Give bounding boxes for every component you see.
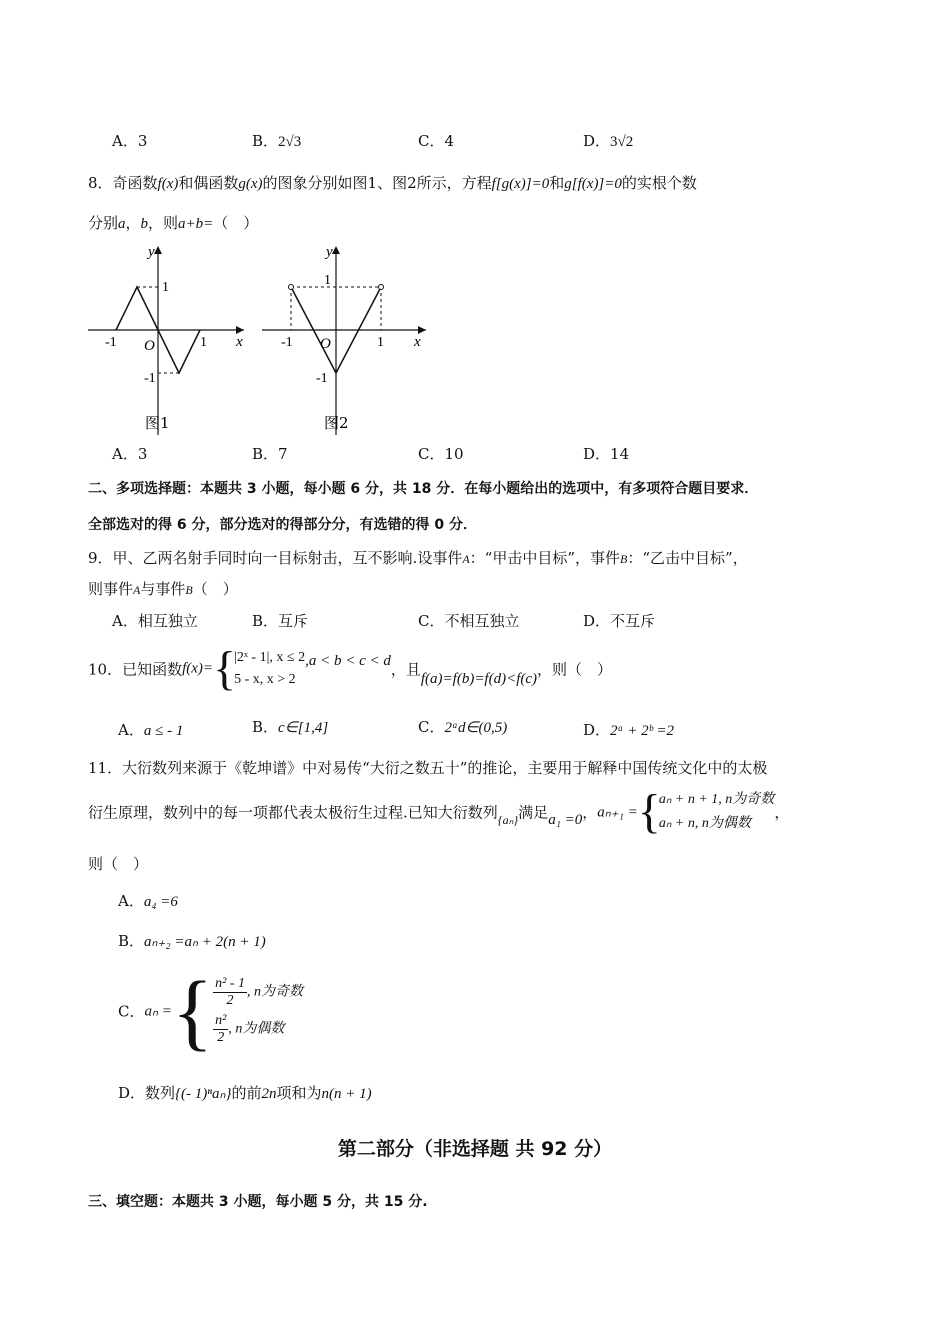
q7-option-a: A．3 — [112, 132, 148, 150]
q9-option-d: D．不互斥 — [583, 612, 656, 630]
q8-stem-line2: 分别a，b，则a+b=（ ） — [88, 214, 259, 232]
q11-stem-line3: 则（ ） — [88, 855, 149, 873]
q9-option-b: B．互斥 — [252, 612, 309, 630]
fig1-tick-neg1-x: -1 — [105, 335, 117, 350]
section3-instructions: 三、填空题：本题共 3 小题，每小题 5 分，共 15 分. — [88, 1194, 428, 1210]
fig2-tick-1-y: 1 — [324, 273, 331, 288]
fig1-x-label: x — [236, 334, 243, 350]
q11-stem-line2: 衍生原理，数列中的每一项都代表太极衍生过程.已知大衍数列$_{\{a_n\}}$满足a₁ =0，aₙ₊₁ ={ aₙ + n + 1, n为奇数 aₙ + n, n为偶数 ， — [88, 785, 790, 838]
q9-stem-line2: 则事件A与事件B（ ） — [88, 580, 238, 598]
figure-2-even-function-graph — [258, 240, 428, 440]
fig2-tick-neg1-x: -1 — [281, 335, 293, 350]
fig1-caption: 图1 — [145, 414, 170, 432]
q10-stem: 10．已知函数f(x)={ |2ˣ - 1|, x ≤ 2 5 - x, x > 2 ,a < b < c < d，且f(a)=f(b)=f(d)<f(c)，则（ ） — [88, 642, 613, 695]
fig1-tick-neg1-y: -1 — [144, 371, 156, 386]
q11-stem-line1: 11．大衍数列来源于《乾坤谱》中对易传“大衍之数五十”的推论，主要用于解释中国传统文化中的太极 — [88, 759, 768, 777]
q11-option-b: B．aₙ₊₂ =aₙ + 2(n + 1) — [118, 932, 266, 950]
figure-1-odd-function-graph — [86, 240, 246, 440]
q9-option-a: A．相互独立 — [112, 612, 198, 630]
fig2-tick-neg1-y: -1 — [316, 371, 328, 386]
fig2-caption: 图2 — [324, 414, 349, 432]
q8-option-c: C．10 — [418, 445, 464, 463]
fig1-tick-1: 1 — [162, 280, 169, 295]
q8-option-b: B．7 — [252, 445, 288, 463]
fig2-x-label: x — [414, 334, 421, 350]
q9-option-c: C．不相互独立 — [418, 612, 520, 630]
q9-stem-line1: 9．甲、乙两名射手同时向一目标射击，互不影响.设事件A：“甲击中目标”，事件B：“乙击中目标”， — [88, 549, 748, 567]
q11-option-c: C．aₙ ={ $\frac{\text{n² - 1}}{2}$ , n为奇数 $\frac{\text{n²}}{2}$ , n为偶数 — [118, 963, 303, 1059]
q8-option-d: D．14 — [583, 445, 630, 463]
section2-instructions-line1: 二、多项选择题：本题共 3 小题，每小题 6 分，共 18 分．在每小题给出的选项中，有多项符合题目要求． — [88, 481, 759, 497]
q8-option-a: A．3 — [112, 445, 148, 463]
fig2-tick-1-x: 1 — [377, 335, 384, 350]
q10-option-c: C．2ᵃd∈(0,5) — [418, 718, 508, 736]
q7-option-d: D．3√2 — [583, 132, 634, 150]
q11-option-d: D．数列{(- 1)ⁿaₙ}的前2n项和为n(n + 1) — [118, 1084, 372, 1102]
fig1-origin: O — [144, 338, 155, 354]
fig1-tick-1-x: 1 — [200, 335, 207, 350]
section2-instructions-line2: 全部选对的得 6 分，部分选对的得部分分，有选错的得 0 分． — [88, 517, 477, 533]
q11-option-a: A．a₄ =6 — [118, 892, 178, 910]
q10-option-d: D．2ᵃ + 2ᵇ =2 — [583, 721, 675, 739]
fig1-y-label: y — [148, 244, 155, 260]
q8-stem-line1: 8．奇函数f(x)和偶函数g(x)的图象分别如图1、图2所示，方程f[g(x)]=0和g[f(x)]=0的实根个数 — [88, 174, 697, 192]
q10-option-a: A．a ≤ - 1 — [118, 721, 184, 739]
q7-option-c: C．4 — [418, 132, 455, 150]
q7-option-b: B．2√3 — [252, 132, 302, 150]
fig2-y-label: y — [326, 244, 333, 260]
q10-option-b: B．c∈[1,4] — [252, 718, 329, 736]
part2-heading: 第二部分（非选择题 共 92 分） — [337, 1138, 613, 1160]
fig2-origin: O — [320, 336, 331, 352]
